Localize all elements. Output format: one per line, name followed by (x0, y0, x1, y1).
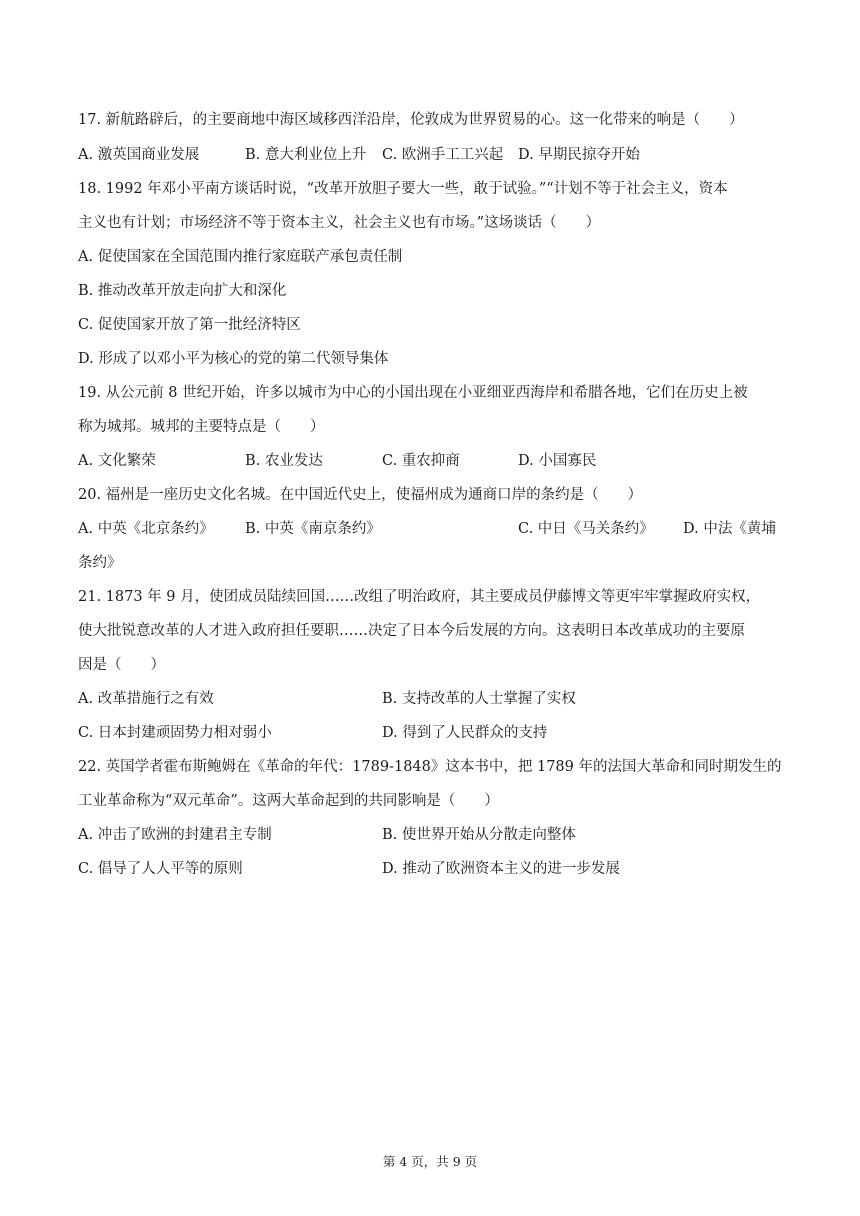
question-18-stem-line-1: 18. 1992 年邓小平南方谈话时说，“改革开放胆子要大一些，敢于试验。”“计划不等于社会主义，资本 (78, 181, 728, 197)
question-22-stem-line-2: 工业革命称为“双元革命”。这两大革命起到的共同影响是（ ） (78, 793, 499, 809)
question-22-option-c: C. 倡导了人人平等的原则 (78, 861, 243, 877)
question-20-option-a: A. 中英《北京条约》 (78, 521, 214, 537)
question-21-option-a: A. 改革措施行之有效 (78, 691, 214, 707)
question-19-option-b: B. 农业发达 (245, 453, 323, 469)
question-19-stem-line-1: 19. 从公元前 8 世纪开始，许多以城市为中心的小国出现在小亚细亚西海岸和希腊各地，它们在历史上被 (78, 385, 748, 401)
question-22-option-a: A. 冲击了欧洲的封建君主专制 (78, 827, 272, 843)
question-22-option-b: B. 使世界开始从分散走向整体 (382, 827, 576, 843)
question-19-stem-line-2: 称为城邦。城邦的主要特点是（ ） (78, 419, 325, 435)
question-20-option-b: B. 中英《南京条约》 (245, 521, 381, 537)
question-20-option-d-continued: 条约》 (78, 555, 122, 571)
question-21-stem-line-1: 21. 1873 年 9 月，使团成员陆续回国……改组了明治政府，其主要成员伊藤博文等更牢牢掌握政府实权， (78, 589, 761, 605)
question-21-stem-line-3: 因是（ ） (78, 657, 165, 673)
question-17-option-d: D. 早期民掠夺开始 (518, 147, 640, 163)
question-17-option-b: B. 意大利业位上升 (245, 147, 367, 163)
question-19-option-c: C. 重农抑商 (382, 453, 460, 469)
question-21-option-d: D. 得到了人民群众的支持 (382, 725, 548, 741)
question-17-stem: 17. 新航路辟后，的主要商地中海区域移西洋沿岸，伦敦成为世界贸易的心。这一化带来的响是（ ） (78, 112, 744, 128)
question-18-option-d: D. 形成了以邓小平为核心的党的第二代领导集体 (78, 351, 389, 367)
question-17-option-a: A. 激英国商业发展 (78, 147, 200, 163)
question-21-option-b: B. 支持改革的人士掌握了实权 (382, 691, 576, 707)
page-number-footer: 第 4 页，共 9 页 (382, 1154, 478, 1169)
question-22-option-d: D. 推动了欧洲资本主义的进一步发展 (382, 861, 620, 877)
question-19-option-a: A. 文化繁荣 (78, 453, 156, 469)
question-18-option-b: B. 推动改革开放走向扩大和深化 (78, 283, 287, 299)
question-21-option-c: C. 日本封建顽固势力相对弱小 (78, 725, 272, 741)
question-17-option-c: C. 欧洲手工工兴起 (382, 147, 504, 163)
question-20-option-c: C. 中日《马关条约》 (518, 521, 654, 537)
question-18-stem-line-2: 主义也有计划；市场经济不等于资本主义，社会主义也有市场。”这场谈话（ ） (78, 215, 601, 231)
question-19-option-d: D. 小国寡民 (518, 453, 597, 469)
question-20-option-d: D. 中法《黄埔 (683, 521, 776, 537)
question-20-stem: 20. 福州是一座历史文化名城。在中国近代史上，使福州成为通商口岸的条约是（ ） (78, 487, 643, 503)
question-18-option-c: C. 促使国家开放了第一批经济特区 (78, 317, 301, 333)
question-22-stem-line-1: 22. 英国学者霍布斯鲍姆在《革命的年代：1789-1848》这本书中，把 1789 年的法国大革命和同时期发生的 (78, 759, 782, 775)
question-21-stem-line-2: 使大批锐意改革的人才进入政府担任要职……决定了日本今后发展的方向。这表明日本改革成功的主要原 (78, 623, 745, 639)
question-18-option-a: A. 促使国家在全国范围内推行家庭联产承包责任制 (78, 249, 403, 265)
